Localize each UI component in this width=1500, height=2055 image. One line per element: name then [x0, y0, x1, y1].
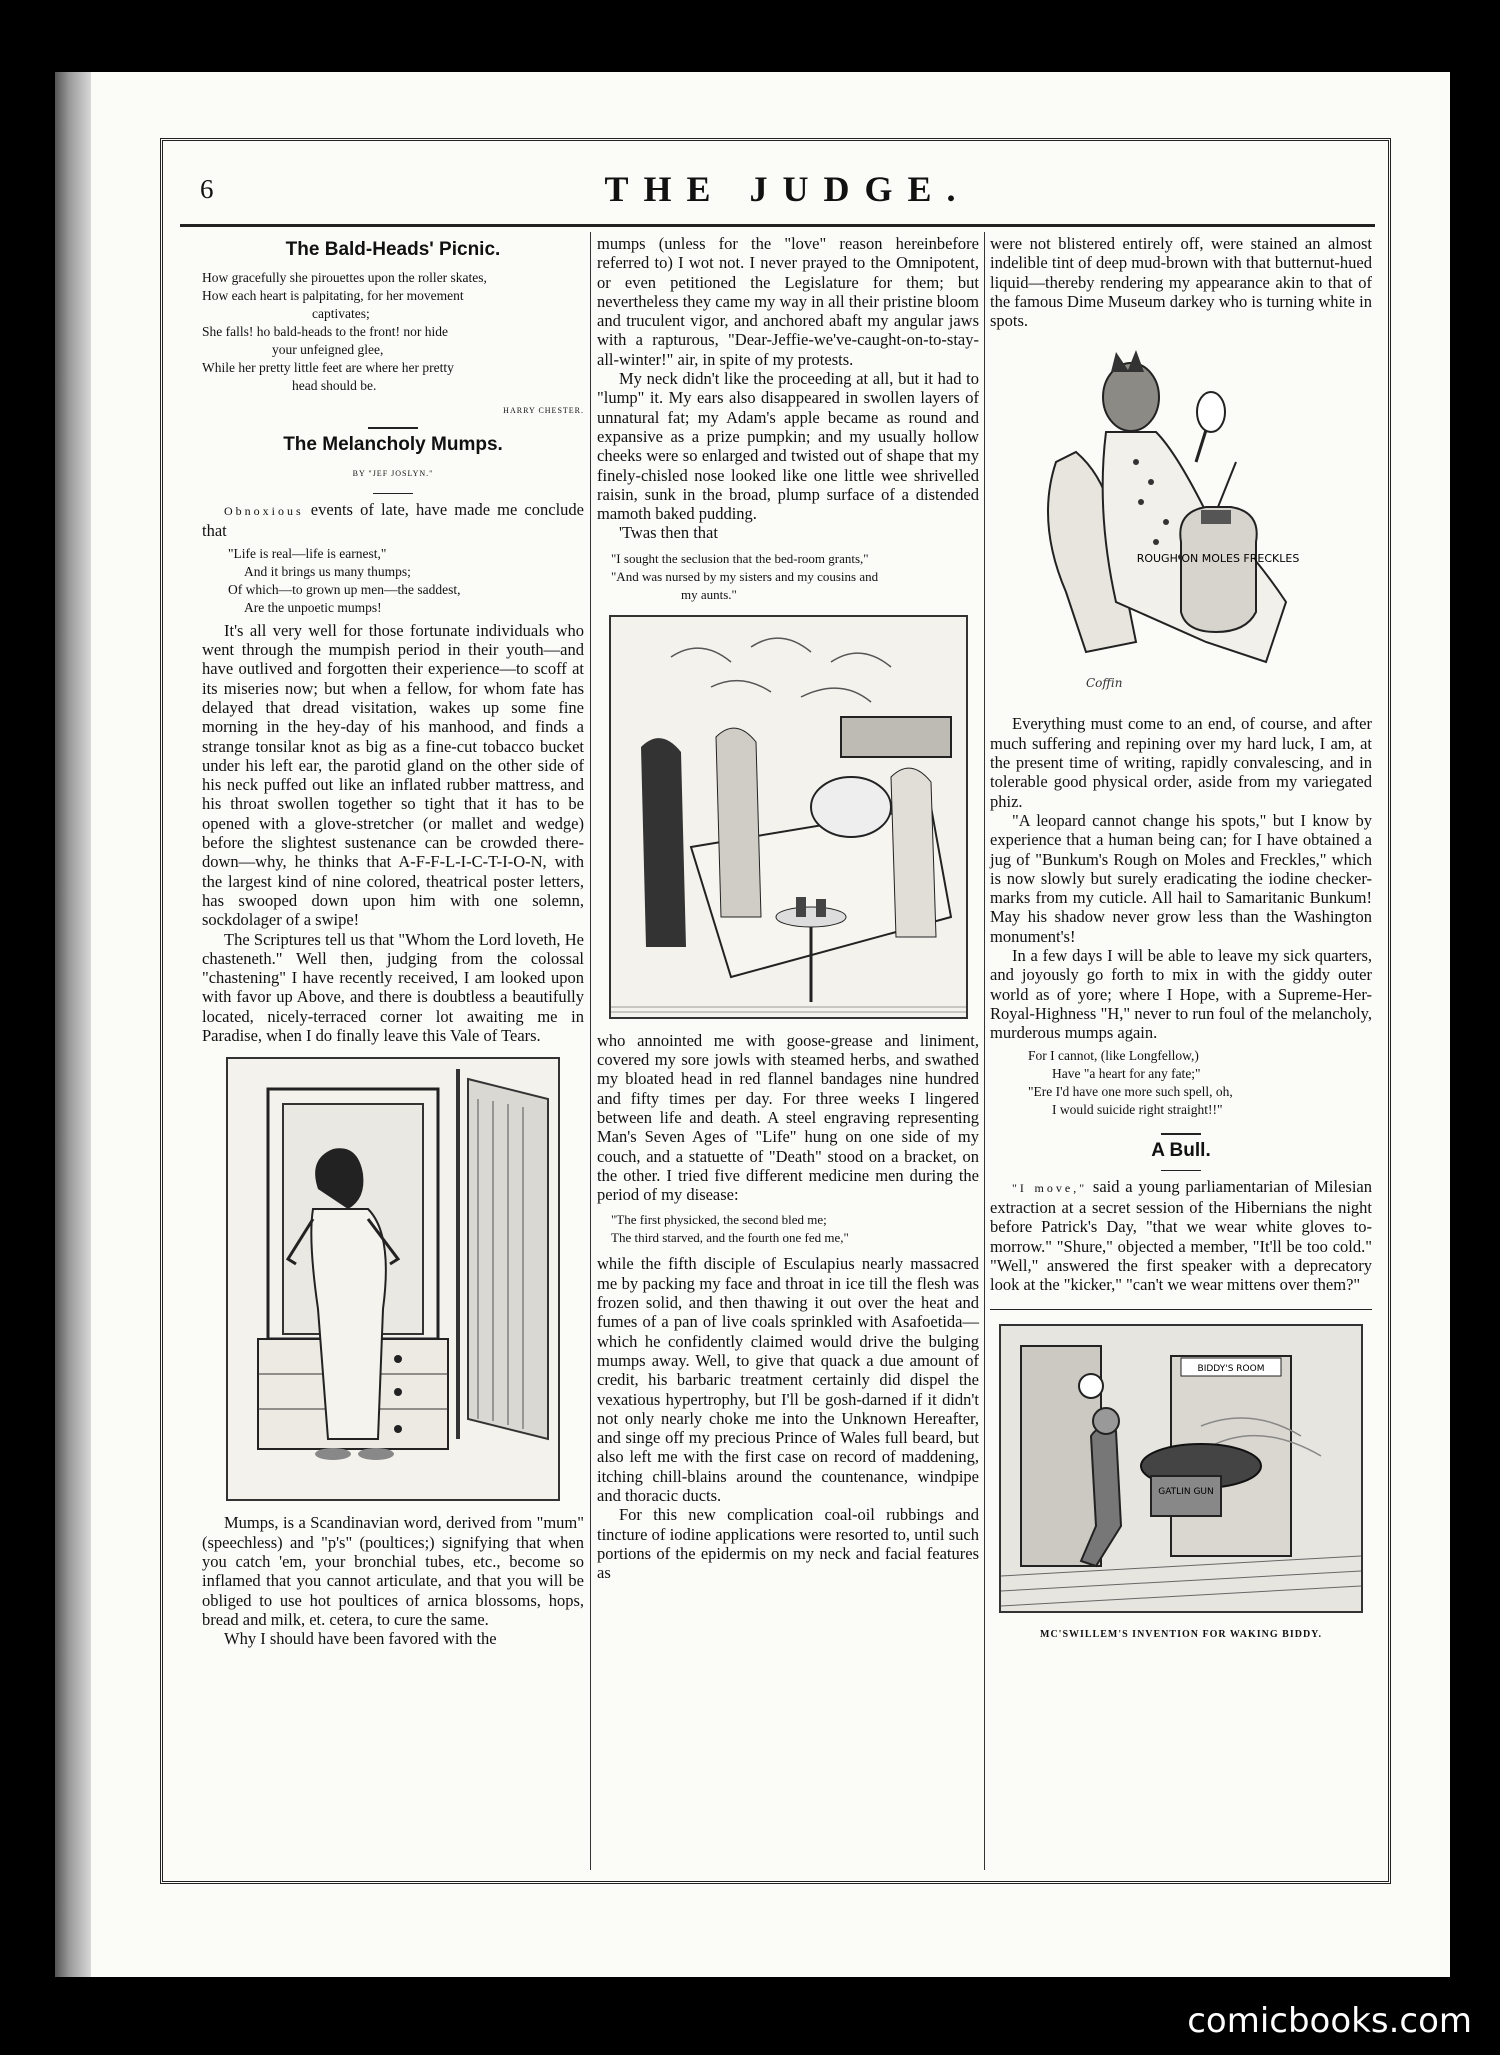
- door-sign: BIDDY'S ROOM: [1197, 1363, 1265, 1374]
- paragraph-text: events of late, have made me conclude that: [202, 500, 584, 541]
- paragraph: [202, 500, 584, 541]
- verse: [1028, 1047, 1372, 1119]
- author-signature: HARRY CHESTER.: [503, 406, 584, 416]
- paragraph: [990, 1177, 1372, 1295]
- column-2: [597, 234, 979, 1582]
- poem-line: She falls! ho bald-heads to the front! nor hide: [202, 324, 448, 340]
- paragraph: The Scriptures tell us that "Whom the Lord loveth, He chasteneth." Well then, judging from the colossal "chastening" I have recently received, I am looked upon with favor up Above, and there is doubtless a beautifully located, nicely-terraced corner lot awaiting me in Paradise, when I do finally leave this Vale of Tears.: [202, 929, 584, 1046]
- verse-line: "Life is real—life is earnest,": [228, 545, 387, 561]
- illustration-freckles: [1016, 342, 1346, 702]
- article-title: The Melancholy Mumps.: [283, 433, 503, 455]
- freckles-drawing: [1016, 342, 1346, 702]
- paragraph: who annointed me with goose-grease and liniment, covered my sore jowls with steamed herbs, and swathed my bloated head in red flannel bandages nine hundred and fifty times per day. For three weeks I lingered between life and death. A steel engraving representing Man's Seven Ages of "Life" hung on one side of my couch, and a statuette of "Death" stood on a bracket, on the other. I tried five different medicine men during the period of my disease:: [597, 1030, 979, 1205]
- paragraph: It's all very well for those fortunate individuals who went through the mumpish period in their youth—and have outlived and forgotten their experience—to scoff at its miseries now; but when a fellow, for whom fate has delayed that dread visitation, wakes up some fine morning in the hey-day of his manhood, and finds a strange tonsilar knot as big as a fine-cut tobacco bucket under his left ear, the parotid gland on the other side of his neck puffed out like an inflated rubber mattress, and his throat swollen together so tight that it has to be opened with a glove-stretcher (or mallet and wedge) before the slightest sustenance can be crowded there-down—why, he thinks that A-F-F-L-I-C-T-I-O-N, with the largest kind of nine colored, theatrical poster letters, has swooped down upon him with one solemn, sockdolager of a swipe!: [202, 620, 584, 930]
- quote-line: The third starved, and the fourth one fed me,": [611, 1230, 849, 1246]
- paragraph: 'Twas then that: [619, 523, 718, 543]
- verse-line: I would suicide right straight!!": [1052, 1101, 1223, 1117]
- verse-line: "Ere I'd have one more such spell, oh,: [1028, 1083, 1233, 1099]
- poem-line: head should be.: [292, 378, 377, 394]
- paragraph: "A leopard cannot change his spots," but I know by experience that a human being can; for I have obtained a jug of "Bunkum's Rough on Moles and Freckles," which is now slowly but surely eradicating the iodine checker-marks from my cuticle. All hail to Samaritanic Bunkum! May his shadow never grow less than the Washington monument's!: [990, 810, 1372, 946]
- poem-line: How gracefully she pirouettes upon the roller skates,: [202, 270, 487, 286]
- paragraph: In a few days I will be able to leave my sick quarters, and joyously go forth to mix in with the giddy outer world as of yore; where I Hope, with a Supreme-Her-Royal-Highness "H," never to run foul of the melancholy, murderous mumps again.: [990, 946, 1372, 1043]
- binding-edge: [55, 72, 91, 1977]
- paragraph-text: said a young parliamentarian of Milesian extraction at a secret session of the Hibernians the night before Patrick's Day, "that we wear white gloves to-morrow." "Shure," objected a member, "It'll be too cold." "Well," answered the first speaker with a deprecatory look at the "kicker," "can't we wear mittens over them?": [990, 1176, 1373, 1295]
- gun-label: GATLIN GUN: [1158, 1486, 1214, 1497]
- poem-line: How each heart is palpitating, for her movement: [202, 288, 464, 304]
- jug-label: ROUGH ON MOLES FRECKLES: [1136, 552, 1300, 566]
- paragraph: were not blistered entirely off, were stained an almost indelible tint of deep mud-brown with that butternut-hued liquid—thereby rendering my appearance akin to that of the famous Dime Museum darkey who is turning white in spots.: [990, 234, 1372, 331]
- column-1: [202, 234, 584, 1648]
- poem: [202, 269, 584, 395]
- poem-line: captivates;: [312, 306, 370, 322]
- paragraph: Everything must come to an end, of course, and after much suffering and repining over my hard luck, I am, at the present time of writing, rapidly convalescing, and in tolerable good physical order, aside from my variegated phiz.: [990, 714, 1372, 811]
- lead-word: "I move,": [1012, 1180, 1088, 1195]
- paragraph: Mumps, is a Scandinavian word, derived from "mum" (speechless) and "p's" (poultices;) signifying that when you catch 'em, your bronchial tubes, etc., become so inflamed that you cannot articulate, and that you will be obliged to use hot poultices of arnica blossoms, hops, bread and milk, et. cetera, to cure the same.: [202, 1513, 584, 1629]
- svg-text:Coffin: Coffin: [1086, 676, 1123, 691]
- article-title: A Bull.: [1151, 1139, 1211, 1161]
- quotation: [611, 1212, 979, 1246]
- verse-line: Of which—to grown up men—the saddest,: [228, 581, 461, 597]
- paragraph: My neck didn't like the proceeding at all, but it had to "lump" it. My ears also disappeared in swollen layers of unnatural fat; my Adam's apple became as round and expansive as a prize pumpkin; and my usually hollow cheeks were so enlarged and twisted out of shape that my finely-chisled nose looked like one little wee shrivelled raisin, sunk in the broad, plump surface of a distended mamoth baked pudding.: [597, 369, 979, 524]
- column-divider: [590, 232, 591, 1870]
- lead-word: Obnoxious: [224, 504, 304, 519]
- quote-line: "And was nursed by my sisters and my cousins and: [611, 568, 879, 584]
- quote-line: my aunts.": [681, 586, 737, 602]
- poem-line: While her pretty little feet are where her pretty: [202, 360, 454, 376]
- article-title: The Bald-Heads' Picnic.: [285, 239, 501, 260]
- paragraph: mumps (unless for the "love" reason hereinbefore referred to) I wot not. I never prayed to the Omnipotent, or even petitioned the Legislature for them; but nevertheless they came my way in all their pristine bloom and truculent vigor, and anchored abaft my angular jaws with a rapturous, "Dear-Jeffie-we've-caught-on-to-stay-all-winter!" air, in spite of my protests.: [597, 234, 979, 369]
- mirror-drawing: [228, 1059, 558, 1499]
- quote-line: "I sought the seclusion that the bed-room grants,": [611, 550, 869, 566]
- quote-line: "The first physicked, the second bled me;: [611, 1212, 827, 1228]
- verse-line: And it brings us many thumps;: [244, 563, 411, 579]
- verse-line: For I cannot, (like Longfellow,): [1028, 1047, 1199, 1063]
- header-rule: [180, 224, 1375, 227]
- column-3: [990, 234, 1372, 1644]
- poem-line: your unfeigned glee,: [272, 342, 384, 358]
- illustration-gatling: [999, 1324, 1363, 1613]
- illustration-mirror: [226, 1057, 560, 1501]
- cartoon-caption: MC'SWILLEM'S INVENTION FOR WAKING BIDDY.: [1040, 1628, 1322, 1640]
- verse-line: Have "a heart for any fate;": [1052, 1065, 1201, 1081]
- paragraph: Why I should have been favored with the: [224, 1629, 497, 1649]
- verse: [228, 545, 584, 617]
- gatling-drawing: [1001, 1326, 1361, 1611]
- section-rule: [373, 493, 413, 494]
- paragraph: while the fifth disciple of Esculapius nearly massacred me by packing my face and throat in ice till the flesh was frozen solid, and then thawing it out over the heat and fumes of a pan of live coals sprinkled with Asafoetida—which he confidently claimed would drive the bulging mumps away. Well, to give that quack a due amount of credit, his barbaric treatment certainly did dispel the vexatious hypertrophy, but I'll be gosh-darned if it didn't not only nearly choke me into the Unknown Hereafter, and singe off my precious Prince of Wales full beard, but also left me with the first case on record of maddening, itching chill-blains around the countenance, windpipe and thoracic ducts.: [597, 1254, 979, 1505]
- verse-line: Are the unpoetic mumps!: [244, 599, 382, 615]
- watermark: comicbooks.com: [1187, 2001, 1472, 2041]
- section-rule: [1161, 1170, 1201, 1171]
- quotation: [611, 551, 979, 603]
- section-rule: [990, 1309, 1372, 1310]
- paragraph: For this new complication coal-oil rubbings and tincture of iodine applications were resorted to, until such portions of the epidermis on my neck and facial features as: [597, 1505, 979, 1583]
- section-rule: [368, 427, 418, 429]
- byline: BY "JEF JOSLYN.": [352, 468, 434, 478]
- masthead: THE JUDGE.: [604, 169, 971, 209]
- illustration-sickbed: [609, 615, 968, 1019]
- page-header: [200, 168, 1375, 218]
- page-number: 6: [200, 174, 214, 204]
- column-divider: [984, 232, 985, 1870]
- sickbed-drawing: [611, 617, 966, 1017]
- section-rule: [1161, 1133, 1201, 1135]
